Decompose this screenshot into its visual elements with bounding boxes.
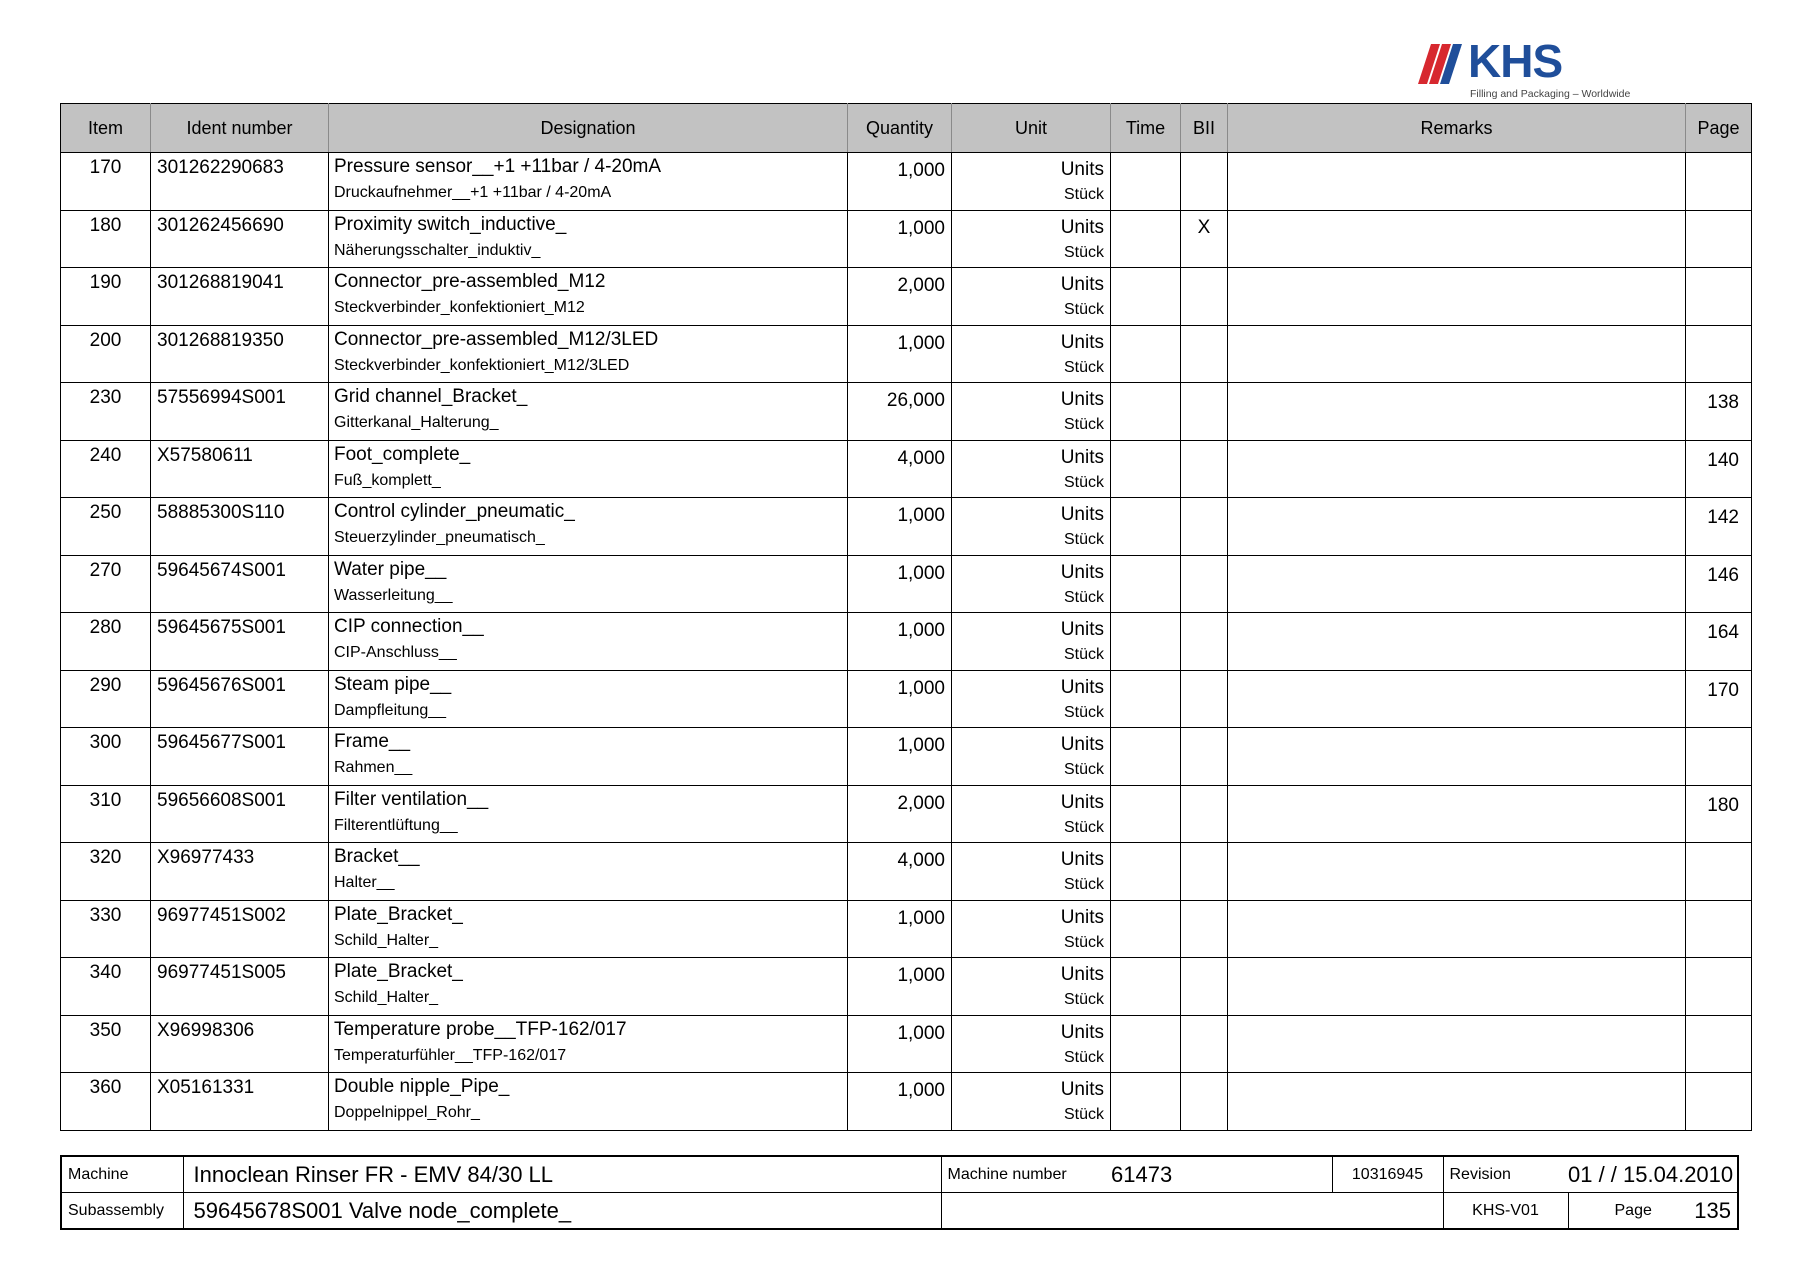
unit-german: Stück: [1063, 588, 1104, 606]
cell-unit: [952, 728, 1111, 786]
designation-english: Bracket__: [334, 846, 420, 867]
table-row: [61, 383, 1752, 441]
cell-unit: [952, 210, 1111, 268]
cell-designation: [329, 555, 848, 613]
cell-page: 146: [1686, 555, 1752, 613]
designation-german: Steckverbinder_konfektioniert_M12: [334, 299, 585, 316]
cell-item: 330: [61, 900, 151, 958]
table-row: [61, 900, 1752, 958]
cell-bii: [1181, 958, 1228, 1016]
cell-designation: [329, 153, 848, 211]
designation-english: Steam pipe__: [334, 673, 452, 695]
cell-ident-number: 57556994S001: [151, 383, 329, 441]
cell-item: 310: [61, 785, 151, 843]
unit-german: Stück: [1063, 933, 1104, 951]
unit-german: Stück: [1063, 818, 1104, 836]
cell-bii: [1181, 440, 1228, 498]
unit-english: Units: [1060, 446, 1104, 468]
unit-english: Units: [1060, 676, 1104, 698]
cell-item: 300: [61, 728, 151, 786]
cell-unit: [952, 555, 1111, 613]
cell-unit: [952, 1015, 1111, 1073]
cell-quantity: 2,000: [848, 268, 952, 326]
cell-unit: [952, 843, 1111, 901]
cell-time: [1111, 440, 1181, 498]
cell-designation: [329, 440, 848, 498]
cell-unit: [952, 498, 1111, 556]
cell-ident-number: 58885300S110: [151, 498, 329, 556]
cell-page: 142: [1686, 498, 1752, 556]
designation-german: CIP-Anschluss__: [334, 644, 457, 661]
cell-time: [1111, 958, 1181, 1016]
cell-page: [1686, 1073, 1752, 1131]
cell-item: 270: [61, 555, 151, 613]
cell-quantity: 1,000: [848, 1015, 952, 1073]
designation-english: CIP connection__: [334, 616, 484, 637]
document-code: KHS-V01: [1443, 1193, 1568, 1230]
cell-quantity: 4,000: [848, 440, 952, 498]
cell-unit: [952, 268, 1111, 326]
table-row: [61, 325, 1752, 383]
unit-english: Units: [1060, 389, 1104, 410]
cell-unit: [952, 900, 1111, 958]
unit-german: Stück: [1063, 358, 1104, 376]
cell-quantity: 1,000: [848, 325, 952, 383]
khs-logo: [1418, 35, 1631, 104]
cell-unit: [952, 613, 1111, 671]
cell-quantity: 4,000: [848, 843, 952, 901]
cell-item: 350: [61, 1015, 151, 1073]
cell-item: 340: [61, 958, 151, 1016]
title-block-row-subassembly: [61, 1193, 1738, 1230]
col-header-designation: Designation: [329, 104, 848, 153]
cell-page: 138: [1686, 383, 1752, 441]
cell-time: [1111, 383, 1181, 441]
unit-german: Stück: [1063, 301, 1104, 318]
cell-item: 180: [61, 210, 151, 268]
designation-english: Control cylinder_pneumatic_: [334, 501, 575, 522]
designation-german: Rahmen__: [334, 759, 413, 776]
cell-bii: [1181, 785, 1228, 843]
designation-german: Fuß_komplett_: [334, 471, 441, 489]
designation-german: Doppelnippel_Rohr_: [334, 1104, 480, 1121]
unit-german: Stück: [1063, 703, 1104, 721]
designation-german: Filterentlüftung__: [334, 816, 458, 834]
table-row: [61, 843, 1752, 901]
cell-quantity: 1,000: [848, 900, 952, 958]
cell-quantity: 1,000: [848, 555, 952, 613]
cell-time: [1111, 728, 1181, 786]
unit-english: Units: [1060, 849, 1104, 870]
designation-english: Double nipple_Pipe_: [334, 1076, 510, 1097]
designation-english: Filter ventilation__: [334, 788, 489, 810]
cell-designation: [329, 1073, 848, 1131]
cell-item: 320: [61, 843, 151, 901]
designation-english: Water pipe__: [334, 558, 447, 580]
cell-remarks: [1228, 498, 1686, 556]
cell-unit: [952, 1073, 1111, 1131]
cell-designation: [329, 958, 848, 1016]
col-header-item: Item: [61, 104, 151, 153]
cell-ident-number: 59656608S001: [151, 785, 329, 843]
col-header-ident-number: Ident number: [151, 104, 329, 153]
cell-unit: [952, 153, 1111, 211]
unit-german: Stück: [1063, 761, 1104, 778]
unit-english: Units: [1060, 504, 1104, 525]
cell-bii: [1181, 613, 1228, 671]
designation-german: Steckverbinder_konfektioniert_M12/3LED: [334, 356, 630, 374]
cell-quantity: 2,000: [848, 785, 952, 843]
cell-bii: [1181, 153, 1228, 211]
designation-english: Connector_pre-assembled_M12: [334, 271, 606, 292]
unit-german: Stück: [1063, 531, 1104, 548]
cell-bii: [1181, 498, 1228, 556]
unit-english: Units: [1060, 561, 1104, 583]
cell-ident-number: 301268819041: [151, 268, 329, 326]
table-row: [61, 785, 1752, 843]
cell-quantity: 1,000: [848, 498, 952, 556]
cell-designation: [329, 268, 848, 326]
cell-remarks: [1228, 670, 1686, 728]
cell-quantity: 26,000: [848, 383, 952, 441]
designation-german: Näherungsschalter_induktiv_: [334, 241, 541, 259]
designation-german: Schild_Halter_: [334, 931, 439, 949]
cell-designation: [329, 900, 848, 958]
page-label: Page: [1614, 1201, 1652, 1219]
designation-english: Plate_Bracket_: [334, 961, 463, 982]
cell-unit: [952, 440, 1111, 498]
page-number-cell: [1568, 1193, 1738, 1230]
cell-bii: X: [1181, 210, 1228, 268]
cell-time: [1111, 613, 1181, 671]
table-row: [61, 268, 1752, 326]
cell-bii: [1181, 843, 1228, 901]
cell-page: 140: [1686, 440, 1752, 498]
col-header-bii: BII: [1181, 104, 1228, 153]
cell-quantity: 1,000: [848, 1073, 952, 1131]
title-block: [60, 1155, 1739, 1230]
cell-unit: [952, 785, 1111, 843]
cell-page: [1686, 1015, 1752, 1073]
cell-designation: [329, 383, 848, 441]
cell-remarks: [1228, 1015, 1686, 1073]
cell-designation: [329, 325, 848, 383]
cell-item: 280: [61, 613, 151, 671]
cell-remarks: [1228, 785, 1686, 843]
cell-quantity: 1,000: [848, 613, 952, 671]
cell-page: [1686, 210, 1752, 268]
cell-designation: [329, 210, 848, 268]
cell-ident-number: 301262290683: [151, 153, 329, 211]
designation-german: Dampfleitung__: [334, 701, 447, 719]
cell-ident-number: 301262456690: [151, 210, 329, 268]
cell-designation: [329, 728, 848, 786]
cell-bii: [1181, 325, 1228, 383]
unit-german: Stück: [1063, 416, 1104, 433]
cell-ident-number: 301268819350: [151, 325, 329, 383]
unit-english: Units: [1060, 216, 1104, 238]
designation-english: Frame__: [334, 731, 411, 752]
cell-page: [1686, 958, 1752, 1016]
cell-quantity: 1,000: [848, 728, 952, 786]
unit-english: Units: [1060, 964, 1104, 985]
cell-remarks: [1228, 440, 1686, 498]
col-header-remarks: Remarks: [1228, 104, 1686, 153]
cell-page: [1686, 325, 1752, 383]
cell-time: [1111, 153, 1181, 211]
designation-german: Temperaturfühler__TFP-162/017: [334, 1046, 567, 1064]
title-block-row-machine: [61, 1156, 1738, 1193]
cell-page: 170: [1686, 670, 1752, 728]
designation-english: Grid channel_Bracket_: [334, 386, 528, 407]
cell-item: 290: [61, 670, 151, 728]
col-header-page: Page: [1686, 104, 1752, 153]
cell-remarks: [1228, 268, 1686, 326]
col-header-quantity: Quantity: [848, 104, 952, 153]
cell-time: [1111, 555, 1181, 613]
unit-german: Stück: [1063, 991, 1104, 1008]
unit-english: Units: [1060, 791, 1104, 813]
table-row: [61, 210, 1752, 268]
cell-bii: [1181, 728, 1228, 786]
unit-english: Units: [1060, 331, 1104, 353]
cell-item: 190: [61, 268, 151, 326]
machine-label: Machine: [61, 1156, 183, 1193]
table-row: [61, 728, 1752, 786]
cell-page: [1686, 153, 1752, 211]
unit-german: Stück: [1063, 1106, 1104, 1123]
cell-time: [1111, 1015, 1181, 1073]
cell-item: 240: [61, 440, 151, 498]
table-row: [61, 670, 1752, 728]
cell-ident-number: 59645675S001: [151, 613, 329, 671]
unit-german: Stück: [1063, 646, 1104, 663]
cell-time: [1111, 498, 1181, 556]
cell-page: [1686, 268, 1752, 326]
subassembly-value: 59645678S001 Valve node_complete_: [183, 1193, 941, 1230]
unit-english: Units: [1060, 159, 1104, 180]
cell-time: [1111, 785, 1181, 843]
cell-page: [1686, 728, 1752, 786]
cell-bii: [1181, 555, 1228, 613]
cell-bii: [1181, 670, 1228, 728]
table-row: [61, 555, 1752, 613]
unit-english: Units: [1060, 906, 1104, 928]
machine-value: Innoclean Rinser FR - EMV 84/30 LL: [183, 1156, 941, 1193]
cell-unit: [952, 958, 1111, 1016]
cell-quantity: 1,000: [848, 153, 952, 211]
cell-remarks: [1228, 325, 1686, 383]
cell-remarks: [1228, 153, 1686, 211]
designation-german: Druckaufnehmer__+1 +11bar / 4-20mA: [334, 184, 612, 201]
page-number: 135: [1694, 1197, 1731, 1223]
col-header-unit: Unit: [952, 104, 1111, 153]
cell-item: 200: [61, 325, 151, 383]
parts-list-table: [60, 103, 1752, 1131]
designation-english: Plate_Bracket_: [334, 903, 463, 925]
cell-time: [1111, 268, 1181, 326]
cell-remarks: [1228, 210, 1686, 268]
cell-designation: [329, 1015, 848, 1073]
designation-english: Temperature probe__TFP-162/017: [334, 1018, 627, 1040]
subassembly-label: Subassembly: [61, 1193, 183, 1230]
cell-bii: [1181, 268, 1228, 326]
cell-ident-number: 96977451S005: [151, 958, 329, 1016]
title-block-empty-cell: [941, 1193, 1443, 1230]
cell-item: 360: [61, 1073, 151, 1131]
cell-ident-number: X05161331: [151, 1073, 329, 1131]
cell-bii: [1181, 900, 1228, 958]
cell-unit: [952, 670, 1111, 728]
cell-unit: [952, 325, 1111, 383]
cell-quantity: 1,000: [848, 958, 952, 1016]
designation-german: Schild_Halter_: [334, 989, 439, 1006]
table-row: [61, 958, 1752, 1016]
designation-german: Gitterkanal_Halterung_: [334, 414, 499, 431]
designation-english: Pressure sensor__+1 +11bar / 4-20mA: [334, 156, 662, 177]
table-row: [61, 1015, 1752, 1073]
cell-remarks: [1228, 728, 1686, 786]
cell-time: [1111, 325, 1181, 383]
cell-ident-number: X57580611: [151, 440, 329, 498]
table-row: [61, 1073, 1752, 1131]
unit-english: Units: [1060, 1079, 1104, 1100]
cell-quantity: 1,000: [848, 670, 952, 728]
cell-page: 180: [1686, 785, 1752, 843]
cell-remarks: [1228, 843, 1686, 901]
unit-german: Stück: [1063, 186, 1104, 203]
designation-english: Foot_complete_: [334, 443, 471, 465]
cell-item: 230: [61, 383, 151, 441]
unit-english: Units: [1060, 274, 1104, 295]
cell-item: 250: [61, 498, 151, 556]
cell-ident-number: 59645674S001: [151, 555, 329, 613]
cell-designation: [329, 785, 848, 843]
cell-ident-number: X96977433: [151, 843, 329, 901]
cell-item: 170: [61, 153, 151, 211]
col-header-time: Time: [1111, 104, 1181, 153]
cell-page: [1686, 900, 1752, 958]
designation-german: Halter__: [334, 874, 395, 891]
unit-german: Stück: [1063, 473, 1104, 491]
cell-remarks: [1228, 383, 1686, 441]
logo-tagline: Filling and Packaging – Worldwide: [1470, 88, 1631, 100]
unit-english: Units: [1060, 619, 1104, 640]
machine-number-value: 61473: [1101, 1156, 1332, 1193]
cell-remarks: [1228, 613, 1686, 671]
cell-time: [1111, 670, 1181, 728]
table-row: [61, 440, 1752, 498]
unit-german: Stück: [1063, 243, 1104, 261]
cell-remarks: [1228, 958, 1686, 1016]
cell-designation: [329, 843, 848, 901]
cell-remarks: [1228, 1073, 1686, 1131]
cell-unit: [952, 383, 1111, 441]
cell-bii: [1181, 1015, 1228, 1073]
cell-remarks: [1228, 900, 1686, 958]
logo-brand-name: KHS: [1468, 35, 1563, 87]
cell-ident-number: 59645676S001: [151, 670, 329, 728]
designation-german: Steuerzylinder_pneumatisch_: [334, 529, 545, 546]
cell-page: 164: [1686, 613, 1752, 671]
table-row: [61, 153, 1752, 211]
cell-designation: [329, 670, 848, 728]
cell-bii: [1181, 383, 1228, 441]
machine-number-label: Machine number: [941, 1156, 1101, 1193]
logo-slashes-icon: [1418, 38, 1470, 88]
revision-value: 01 / / 15.04.2010: [1568, 1156, 1738, 1193]
designation-german: Wasserleitung__: [334, 586, 453, 604]
cell-time: [1111, 900, 1181, 958]
unit-german: Stück: [1063, 876, 1104, 893]
unit-english: Units: [1060, 1021, 1104, 1043]
table-row: [61, 613, 1752, 671]
cell-designation: [329, 498, 848, 556]
designation-english: Connector_pre-assembled_M12/3LED: [334, 328, 659, 350]
unit-german: Stück: [1063, 1048, 1104, 1066]
cell-time: [1111, 1073, 1181, 1131]
table-header-row: [61, 104, 1752, 153]
document-number: 10316945: [1332, 1156, 1443, 1193]
cell-designation: [329, 613, 848, 671]
cell-quantity: 1,000: [848, 210, 952, 268]
designation-english: Proximity switch_inductive_: [334, 213, 567, 235]
cell-bii: [1181, 1073, 1228, 1131]
cell-time: [1111, 210, 1181, 268]
cell-time: [1111, 843, 1181, 901]
revision-label: Revision: [1443, 1156, 1568, 1193]
unit-english: Units: [1060, 734, 1104, 755]
cell-ident-number: X96998306: [151, 1015, 329, 1073]
table-row: [61, 498, 1752, 556]
cell-page: [1686, 843, 1752, 901]
cell-ident-number: 96977451S002: [151, 900, 329, 958]
cell-remarks: [1228, 555, 1686, 613]
cell-ident-number: 59645677S001: [151, 728, 329, 786]
